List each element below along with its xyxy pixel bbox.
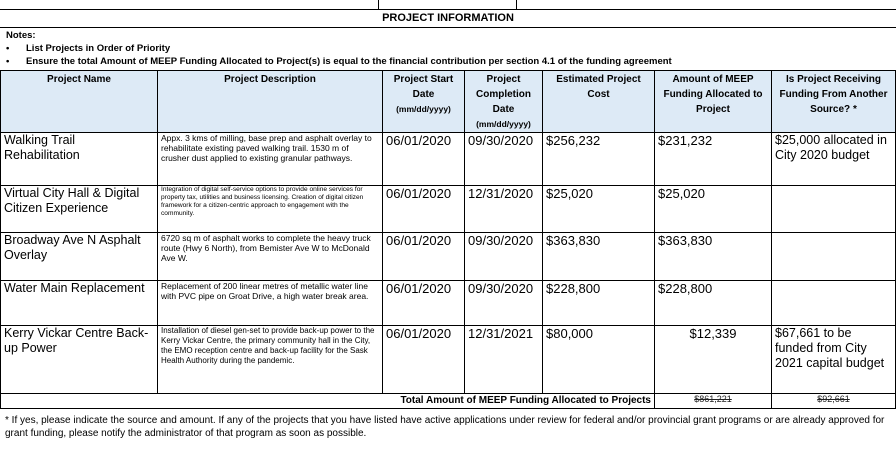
meep-allocated: $228,800: [655, 281, 772, 326]
notes: [6, 29, 672, 68]
completion-date: 09/30/2020: [465, 281, 543, 326]
completion-date: 12/31/2021: [465, 326, 543, 394]
start-date: 06/01/2020: [383, 233, 465, 281]
footnote: * If yes, please indicate the source and amount. If any of the projects that you have listed have active applications under review for federal and/or provincial grant programs or are already approved for grant funding, please notify the administrator of that program as soon as possible.: [5, 415, 885, 439]
project-name: Kerry Vickar Centre Back-up Power: [1, 326, 158, 394]
other-source: [772, 186, 896, 233]
note-item: • Ensure the total Amount of MEEP Funding Allocated to Project(s) is equal to the financial contribution per section 4.1 of the funding agreement: [6, 55, 672, 68]
meep-allocated: $363,830: [655, 233, 772, 281]
estimated-cost: $363,830: [543, 233, 655, 281]
estimated-cost: $25,020: [543, 186, 655, 233]
header-meep-allocated: Amount of MEEP Funding Allocated to Project: [655, 71, 772, 133]
total-other-source: $92,661: [772, 394, 896, 409]
header-project-description: Project Description: [158, 71, 383, 133]
top-rule: [0, 0, 896, 10]
total-label: Total Amount of MEEP Funding Allocated to Projects: [1, 394, 655, 409]
project-table: [0, 70, 896, 409]
header-row: [1, 71, 896, 133]
estimated-cost: $256,232: [543, 133, 655, 186]
start-date: 06/01/2020: [383, 326, 465, 394]
header-start-date: Project Start Date (mm/dd/yyyy): [383, 71, 465, 133]
completion-date: 12/31/2020: [465, 186, 543, 233]
meep-allocated: $231,232: [655, 133, 772, 186]
table-row: [1, 326, 896, 394]
meep-allocated: $25,020: [655, 186, 772, 233]
start-date: 06/01/2020: [383, 133, 465, 186]
table-row: [1, 186, 896, 233]
start-date: 06/01/2020: [383, 186, 465, 233]
rule-tick: [378, 0, 379, 9]
table-row: [1, 233, 896, 281]
other-source: [772, 233, 896, 281]
project-description: Replacement of 200 linear metres of metallic water line with PVC pipe on Groat Drive, a high water break area.: [158, 281, 383, 326]
notes-heading: Notes:: [6, 30, 36, 41]
project-name: Broadway Ave N Asphalt Overlay: [1, 233, 158, 281]
completion-date: 09/30/2020: [465, 233, 543, 281]
header-estimated-cost: Estimated Project Cost: [543, 71, 655, 133]
total-meep-allocated: $861,221: [655, 394, 772, 409]
meep-allocated: $12,339: [655, 326, 772, 394]
start-date: 06/01/2020: [383, 281, 465, 326]
rule-tick: [516, 0, 517, 9]
note-item: • List Projects in Order of Priority: [6, 42, 672, 55]
project-description: Appx. 3 kms of milling, base prep and asphalt overlay to rehabilitate existing paved walking trail. 1530 m of crusher dust applied to existing granular pathways.: [158, 133, 383, 186]
header-project-name: Project Name: [1, 71, 158, 133]
project-description: Integration of digital self-service options to provide online services for property tax, utilities and business licensing. Creation of digital citizen framework for a citizen-centric approach to engagement with the community.: [158, 186, 383, 233]
other-source: [772, 281, 896, 326]
estimated-cost: $228,800: [543, 281, 655, 326]
project-description: 6720 sq m of asphalt works to complete the heavy truck route (Hwy 6 North), from Bemister Ave W to McDonald Ave W.: [158, 233, 383, 281]
section-title: PROJECT INFORMATION: [0, 10, 896, 28]
estimated-cost: $80,000: [543, 326, 655, 394]
project-name: Walking Trail Rehabilitation: [1, 133, 158, 186]
header-other-source: Is Project Receiving Funding From Another Source? *: [772, 71, 896, 133]
table-row: [1, 281, 896, 326]
project-name: Virtual City Hall & Digital Citizen Experience: [1, 186, 158, 233]
other-source: $67,661 to be funded from City 2021 capital budget: [772, 326, 896, 394]
project-description: Installation of diesel gen-set to provide back-up power to the Kerry Vickar Centre, the primary community hall in the City, the EMO reception centre and back-up facility for the Sask Health Authority during the pandemic.: [158, 326, 383, 394]
project-name: Water Main Replacement: [1, 281, 158, 326]
notes-list: [6, 42, 672, 68]
table-row: [1, 133, 896, 186]
header-completion-date: Project Completion Date (mm/dd/yyyy): [465, 71, 543, 133]
completion-date: 09/30/2020: [465, 133, 543, 186]
other-source: $25,000 allocated in City 2020 budget: [772, 133, 896, 186]
total-row: [1, 394, 896, 409]
